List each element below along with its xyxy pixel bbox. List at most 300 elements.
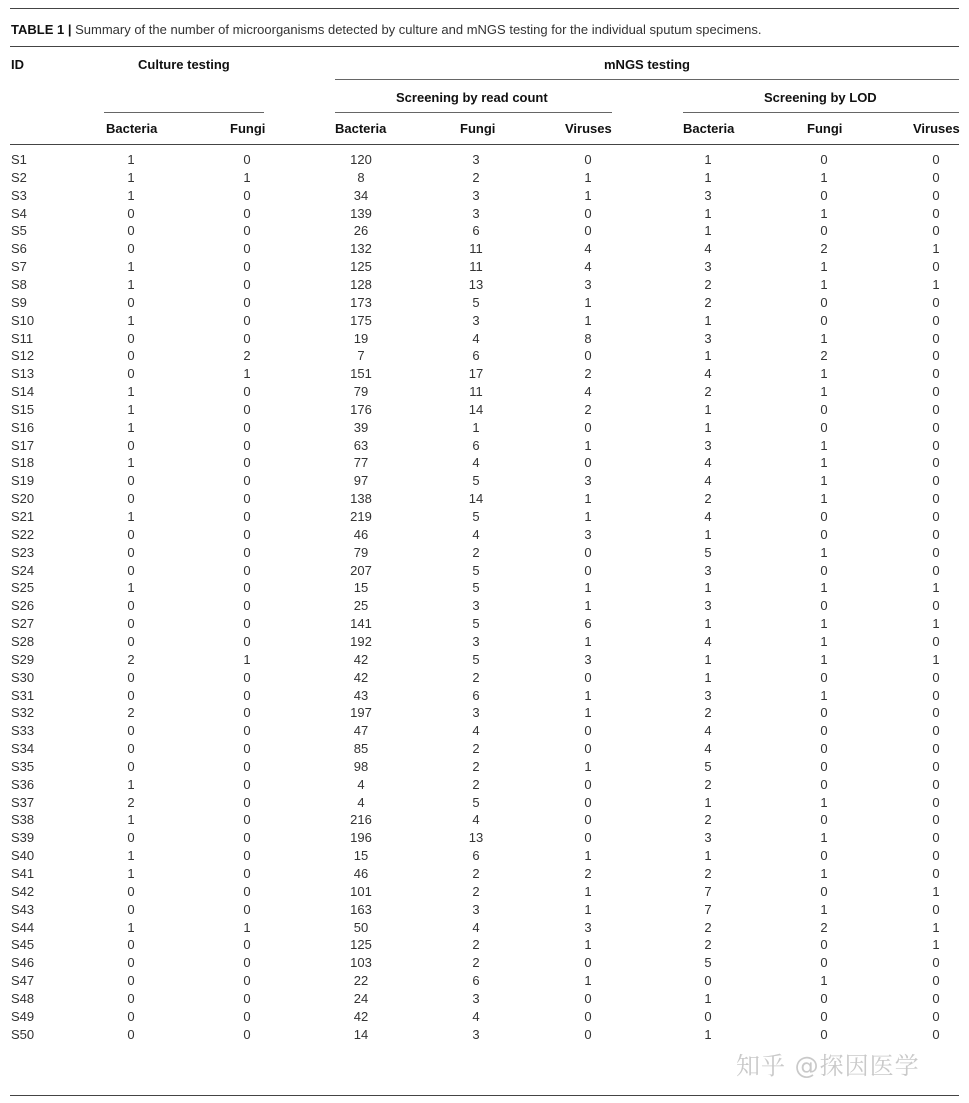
cell-lod-fungi: 0: [820, 758, 828, 774]
cell-readcount-bacteria: 197: [350, 705, 372, 721]
table-row: [0, 402, 969, 420]
cell-lod-bacteria: 3: [704, 598, 712, 614]
cell-lod-bacteria: 3: [704, 830, 712, 846]
table-row: [0, 527, 969, 545]
cell-lod-fungi: 1: [820, 830, 828, 846]
cell-readcount-fungi: 3: [472, 1026, 480, 1042]
cell-readcount-viruses: 0: [584, 723, 592, 739]
cell-lod-viruses: 1: [932, 276, 940, 292]
table-row: [0, 937, 969, 955]
cell-row-id: S15: [11, 401, 35, 417]
cell-readcount-viruses: 3: [584, 473, 592, 489]
cell-lod-bacteria: 0: [704, 973, 712, 989]
cell-lod-fungi: 0: [820, 812, 828, 828]
cell-row-id: S39: [11, 830, 35, 846]
cell-readcount-fungi: 3: [472, 312, 480, 328]
cell-culture-bacteria: 0: [127, 223, 135, 239]
cell-lod-viruses: 0: [932, 473, 940, 489]
cell-readcount-viruses: 0: [584, 223, 592, 239]
cell-readcount-viruses: 1: [584, 187, 592, 203]
cell-row-id: S17: [11, 437, 35, 453]
cell-lod-viruses: 0: [932, 1026, 940, 1042]
cell-lod-bacteria: 1: [704, 348, 712, 364]
table-row: [0, 295, 969, 313]
cell-lod-fungi: 0: [820, 955, 828, 971]
cell-culture-fungi: 0: [243, 937, 251, 953]
cell-culture-fungi: 0: [243, 598, 251, 614]
col-culture-bacteria: Bacteria: [106, 121, 158, 136]
cell-lod-bacteria: 1: [704, 526, 712, 542]
cell-lod-bacteria: 2: [704, 491, 712, 507]
cell-culture-bacteria: 2: [127, 705, 135, 721]
cell-readcount-bacteria: 85: [353, 741, 369, 757]
cell-culture-bacteria: 0: [127, 883, 135, 899]
cell-readcount-bacteria: 4: [357, 794, 365, 810]
table-row: [0, 688, 969, 706]
cell-lod-bacteria: 0: [704, 1008, 712, 1024]
cell-culture-bacteria: 0: [127, 633, 135, 649]
cell-readcount-fungi: 6: [472, 348, 480, 364]
cell-readcount-fungi: 3: [472, 990, 480, 1006]
cell-culture-fungi: 0: [243, 705, 251, 721]
table-caption-label: TABLE 1 |: [11, 22, 72, 37]
table-row: [0, 991, 969, 1009]
cell-readcount-viruses: 1: [584, 598, 592, 614]
cell-lod-fungi: 1: [820, 330, 828, 346]
cell-culture-bacteria: 1: [127, 401, 135, 417]
cell-lod-bacteria: 4: [704, 455, 712, 471]
cell-readcount-viruses: 0: [584, 152, 592, 167]
cell-readcount-viruses: 2: [584, 866, 592, 881]
cell-lod-bacteria: 7: [704, 883, 712, 899]
cell-lod-fungi: 1: [820, 276, 828, 292]
cell-culture-bacteria: 1: [127, 866, 135, 881]
cell-lod-bacteria: 1: [704, 616, 712, 632]
cell-readcount-bacteria: 138: [350, 491, 372, 507]
cell-readcount-fungi: 3: [472, 187, 480, 203]
cell-readcount-viruses: 1: [584, 973, 592, 989]
cell-lod-bacteria: 5: [704, 955, 712, 971]
cell-culture-bacteria: 1: [127, 848, 135, 864]
cell-readcount-viruses: 1: [584, 437, 592, 453]
cell-lod-viruses: 0: [932, 223, 940, 239]
cell-readcount-fungi: 6: [472, 848, 480, 864]
cell-readcount-viruses: 1: [584, 848, 592, 864]
cell-row-id: S23: [11, 544, 35, 560]
cell-lod-fungi: 0: [820, 419, 828, 435]
cell-readcount-viruses: 1: [584, 883, 592, 899]
watermark: 知乎 @探因医学: [736, 1052, 920, 1080]
cell-culture-fungi: 0: [243, 973, 251, 989]
cell-culture-bacteria: 0: [127, 1008, 135, 1024]
cell-readcount-viruses: 0: [584, 419, 592, 435]
cell-readcount-fungi: 4: [472, 812, 480, 828]
cell-lod-fungi: 0: [820, 669, 828, 685]
cell-readcount-viruses: 1: [584, 705, 592, 721]
cell-readcount-bacteria: 46: [353, 866, 369, 881]
cell-culture-bacteria: 1: [127, 384, 135, 400]
cell-culture-fungi: 1: [243, 651, 251, 667]
cell-lod-viruses: 1: [932, 241, 940, 257]
cell-lod-viruses: 0: [932, 259, 940, 275]
cell-row-id: S24: [11, 562, 35, 578]
cell-culture-bacteria: 1: [127, 259, 135, 275]
cell-readcount-bacteria: 19: [353, 330, 369, 346]
cell-culture-fungi: 2: [243, 348, 251, 364]
cell-culture-fungi: 0: [243, 491, 251, 507]
cell-culture-bacteria: 0: [127, 437, 135, 453]
cell-readcount-fungi: 6: [472, 223, 480, 239]
cell-readcount-fungi: 3: [472, 152, 480, 167]
cell-lod-bacteria: 3: [704, 687, 712, 703]
cell-culture-fungi: 1: [243, 366, 251, 382]
table-row: [0, 152, 969, 170]
cell-readcount-bacteria: 42: [353, 1008, 369, 1024]
cell-row-id: S26: [11, 598, 35, 614]
cell-culture-fungi: 0: [243, 1008, 251, 1024]
cell-lod-fungi: 1: [820, 687, 828, 703]
cell-lod-bacteria: 1: [704, 401, 712, 417]
cell-culture-bacteria: 0: [127, 544, 135, 560]
cell-lod-bacteria: 2: [704, 776, 712, 792]
cell-row-id: S19: [11, 473, 35, 489]
cell-culture-fungi: 0: [243, 955, 251, 971]
cell-lod-viruses: 0: [932, 866, 940, 881]
cell-lod-viruses: 0: [932, 687, 940, 703]
table-row: [0, 170, 969, 188]
cell-lod-fungi: 0: [820, 598, 828, 614]
cell-lod-fungi: 0: [820, 509, 828, 524]
cell-lod-viruses: 0: [932, 633, 940, 649]
table-row: [0, 438, 969, 456]
cell-culture-bacteria: 0: [127, 937, 135, 953]
cell-lod-fungi: 0: [820, 937, 828, 953]
cell-readcount-viruses: 1: [584, 758, 592, 774]
cell-lod-bacteria: 1: [704, 1026, 712, 1042]
cell-readcount-fungi: 5: [472, 616, 480, 632]
cell-culture-fungi: 0: [243, 794, 251, 810]
cell-row-id: S36: [11, 776, 35, 792]
cell-culture-bacteria: 1: [127, 580, 135, 596]
cell-readcount-bacteria: 98: [353, 758, 369, 774]
cell-readcount-fungi: 4: [472, 1008, 480, 1024]
cell-readcount-viruses: 1: [584, 901, 592, 917]
cell-readcount-fungi: 4: [472, 526, 480, 542]
cell-readcount-viruses: 2: [584, 401, 592, 417]
cell-culture-fungi: 0: [243, 848, 251, 864]
cell-readcount-bacteria: 219: [350, 509, 372, 524]
table-row: [0, 473, 969, 491]
cell-lod-fungi: 0: [820, 562, 828, 578]
cell-row-id: S35: [11, 758, 35, 774]
cell-readcount-viruses: 4: [584, 384, 592, 400]
cell-readcount-bacteria: 43: [353, 687, 369, 703]
cell-culture-bacteria: 1: [127, 276, 135, 292]
cell-readcount-bacteria: 79: [353, 544, 369, 560]
cell-lod-fungi: 0: [820, 1008, 828, 1024]
cell-lod-fungi: 0: [820, 187, 828, 203]
cell-lod-bacteria: 1: [704, 152, 712, 167]
cell-lod-viruses: 0: [932, 419, 940, 435]
table-row: [0, 545, 969, 563]
cell-row-id: S4: [11, 205, 27, 221]
cell-lod-bacteria: 1: [704, 651, 712, 667]
cell-culture-bacteria: 0: [127, 598, 135, 614]
cell-row-id: S44: [11, 919, 35, 935]
header-id: ID: [11, 57, 24, 72]
cell-lod-fungi: 0: [820, 526, 828, 542]
cell-lod-bacteria: 4: [704, 241, 712, 257]
cell-lod-bacteria: 3: [704, 437, 712, 453]
cell-culture-bacteria: 0: [127, 366, 135, 382]
cell-readcount-fungi: 3: [472, 598, 480, 614]
caption-rule: [10, 46, 959, 47]
cell-lod-viruses: 0: [932, 758, 940, 774]
cell-readcount-bacteria: 151: [350, 366, 372, 382]
header-screening-lod: Screening by LOD: [764, 90, 877, 105]
cell-lod-bacteria: 4: [704, 473, 712, 489]
cell-culture-bacteria: 1: [127, 812, 135, 828]
cell-lod-fungi: 0: [820, 705, 828, 721]
table-row: [0, 313, 969, 331]
cell-readcount-fungi: 11: [469, 259, 483, 275]
cell-readcount-fungi: 13: [468, 276, 484, 292]
cell-readcount-viruses: 0: [584, 812, 592, 828]
cell-lod-viruses: 0: [932, 330, 940, 346]
cell-culture-bacteria: 0: [127, 491, 135, 507]
cell-lod-viruses: 0: [932, 830, 940, 846]
cell-readcount-viruses: 8: [584, 330, 592, 346]
cell-readcount-bacteria: 163: [350, 901, 372, 917]
cell-readcount-fungi: 6: [472, 687, 480, 703]
cell-readcount-viruses: 3: [584, 651, 592, 667]
cell-readcount-fungi: 4: [472, 919, 480, 935]
cell-readcount-bacteria: 207: [350, 562, 372, 578]
cell-lod-fungi: 0: [820, 294, 828, 310]
cell-readcount-fungi: 4: [472, 723, 480, 739]
cell-readcount-bacteria: 25: [353, 598, 369, 614]
cell-lod-viruses: 0: [932, 723, 940, 739]
cell-readcount-fungi: 5: [472, 562, 480, 578]
cell-row-id: S28: [11, 633, 35, 649]
cell-row-id: S25: [11, 580, 35, 596]
cell-readcount-viruses: 1: [584, 294, 592, 310]
cell-lod-viruses: 0: [932, 544, 940, 560]
cell-readcount-viruses: 0: [584, 1008, 592, 1024]
cell-culture-fungi: 0: [243, 455, 251, 471]
table-row: [0, 1027, 969, 1045]
cell-lod-bacteria: 2: [704, 812, 712, 828]
cell-readcount-bacteria: 139: [350, 205, 372, 221]
table-row: [0, 384, 969, 402]
cell-readcount-viruses: 0: [584, 455, 592, 471]
cell-row-id: S10: [11, 312, 35, 328]
cell-culture-fungi: 0: [243, 384, 251, 400]
cell-lod-fungi: 1: [820, 651, 828, 667]
cell-row-id: S38: [11, 812, 35, 828]
cell-readcount-bacteria: 42: [353, 669, 369, 685]
cell-lod-viruses: 0: [932, 990, 940, 1006]
header-mngs-testing: mNGS testing: [604, 57, 690, 72]
cell-culture-bacteria: 1: [127, 776, 135, 792]
read-count-group-line: [335, 112, 612, 113]
header-culture-testing: Culture testing: [138, 57, 230, 72]
cell-lod-fungi: 1: [820, 455, 828, 471]
table-row: [0, 812, 969, 830]
cell-row-id: S2: [11, 169, 27, 185]
cell-readcount-fungi: 2: [472, 883, 480, 899]
cell-readcount-fungi: 2: [472, 866, 480, 881]
cell-lod-fungi: 0: [820, 776, 828, 792]
cell-culture-fungi: 0: [243, 776, 251, 792]
cell-lod-fungi: 1: [820, 169, 828, 185]
cell-readcount-fungi: 5: [472, 509, 480, 524]
cell-culture-bacteria: 0: [127, 955, 135, 971]
cell-readcount-fungi: 4: [472, 455, 480, 471]
col-lod-bacteria: Bacteria: [683, 121, 735, 136]
header-screening-read-count: Screening by read count: [396, 90, 548, 105]
cell-culture-bacteria: 1: [127, 187, 135, 203]
cell-row-id: S50: [11, 1026, 35, 1042]
header-rule: [10, 144, 959, 145]
cell-culture-fungi: 0: [243, 437, 251, 453]
cell-readcount-fungi: 2: [472, 955, 480, 971]
cell-culture-fungi: 0: [243, 758, 251, 774]
cell-lod-fungi: 1: [820, 901, 828, 917]
cell-readcount-bacteria: 192: [350, 633, 372, 649]
cell-readcount-fungi: 13: [468, 830, 484, 846]
cell-lod-fungi: 1: [820, 633, 828, 649]
cell-readcount-bacteria: 7: [357, 348, 365, 364]
cell-lod-fungi: 1: [820, 616, 828, 632]
cell-lod-bacteria: 4: [704, 723, 712, 739]
cell-lod-viruses: 0: [932, 1008, 940, 1024]
cell-culture-fungi: 0: [243, 562, 251, 578]
cell-readcount-bacteria: 97: [353, 473, 369, 489]
cell-lod-viruses: 1: [932, 883, 940, 899]
cell-culture-bacteria: 0: [127, 830, 135, 846]
cell-readcount-bacteria: 15: [353, 848, 369, 864]
cell-row-id: S49: [11, 1008, 35, 1024]
cell-culture-bacteria: 0: [127, 473, 135, 489]
cell-readcount-fungi: 5: [472, 651, 480, 667]
cell-readcount-viruses: 0: [584, 348, 592, 364]
cell-lod-viruses: 1: [932, 651, 940, 667]
cell-culture-fungi: 0: [243, 990, 251, 1006]
cell-lod-fungi: 0: [820, 990, 828, 1006]
cell-culture-bacteria: 0: [127, 758, 135, 774]
cell-lod-viruses: 0: [932, 812, 940, 828]
cell-culture-bacteria: 1: [127, 419, 135, 435]
cell-culture-fungi: 0: [243, 866, 251, 881]
cell-row-id: S34: [11, 741, 35, 757]
cell-lod-viruses: 0: [932, 509, 940, 524]
cell-culture-bacteria: 0: [127, 348, 135, 364]
table-row: [0, 616, 969, 634]
cell-lod-viruses: 0: [932, 294, 940, 310]
table-row: [0, 955, 969, 973]
cell-culture-bacteria: 1: [127, 169, 135, 185]
cell-readcount-bacteria: 120: [350, 152, 372, 167]
cell-culture-fungi: 0: [243, 259, 251, 275]
cell-lod-fungi: 1: [820, 259, 828, 275]
cell-readcount-viruses: 0: [584, 1026, 592, 1042]
cell-culture-fungi: 0: [243, 419, 251, 435]
cell-readcount-fungi: 2: [472, 937, 480, 953]
cell-readcount-viruses: 3: [584, 276, 592, 292]
cell-lod-viruses: 0: [932, 491, 940, 507]
cell-lod-fungi: 1: [820, 437, 828, 453]
cell-lod-bacteria: 1: [704, 312, 712, 328]
cell-lod-bacteria: 2: [704, 384, 712, 400]
cell-lod-bacteria: 4: [704, 366, 712, 382]
cell-lod-bacteria: 4: [704, 509, 712, 524]
cell-readcount-fungi: 2: [472, 758, 480, 774]
table-row: [0, 830, 969, 848]
cell-lod-viruses: 0: [932, 848, 940, 864]
cell-row-id: S41: [11, 866, 35, 881]
cell-culture-bacteria: 0: [127, 741, 135, 757]
cell-readcount-fungi: 14: [468, 491, 484, 507]
cell-readcount-fungi: 2: [472, 169, 480, 185]
cell-culture-bacteria: 1: [127, 312, 135, 328]
cell-row-id: S1: [11, 152, 27, 167]
cell-culture-fungi: 0: [243, 473, 251, 489]
cell-culture-fungi: 0: [243, 687, 251, 703]
cell-lod-fungi: 0: [820, 152, 828, 167]
cell-lod-viruses: 0: [932, 973, 940, 989]
cell-readcount-viruses: 1: [584, 169, 592, 185]
col-lod-viruses: Viruses: [913, 121, 960, 136]
cell-lod-fungi: 0: [820, 741, 828, 757]
table-row: [0, 652, 969, 670]
mngs-group-line: [335, 79, 959, 80]
cell-culture-fungi: 0: [243, 830, 251, 846]
cell-readcount-viruses: 0: [584, 794, 592, 810]
cell-culture-fungi: 1: [243, 169, 251, 185]
cell-row-id: S6: [11, 241, 27, 257]
cell-readcount-viruses: 0: [584, 776, 592, 792]
table-row: [0, 848, 969, 866]
cell-readcount-bacteria: 39: [353, 419, 369, 435]
table-caption: [11, 22, 762, 37]
cell-readcount-viruses: 1: [584, 633, 592, 649]
table-row: [0, 563, 969, 581]
cell-lod-viruses: 0: [932, 348, 940, 364]
cell-culture-fungi: 0: [243, 741, 251, 757]
cell-culture-bacteria: 2: [127, 651, 135, 667]
cell-row-id: S9: [11, 294, 27, 310]
cell-readcount-fungi: 2: [472, 669, 480, 685]
cell-readcount-fungi: 6: [472, 437, 480, 453]
cell-row-id: S29: [11, 651, 35, 667]
cell-lod-fungi: 1: [820, 205, 828, 221]
table-row: [0, 259, 969, 277]
cell-lod-bacteria: 3: [704, 187, 712, 203]
cell-readcount-bacteria: 4: [357, 776, 365, 792]
cell-culture-fungi: 0: [243, 883, 251, 899]
cell-lod-bacteria: 2: [704, 276, 712, 292]
cell-readcount-viruses: 0: [584, 830, 592, 846]
cell-lod-fungi: 1: [820, 544, 828, 560]
cell-row-id: S12: [11, 348, 35, 364]
cell-readcount-viruses: 1: [584, 687, 592, 703]
cell-row-id: S22: [11, 526, 35, 542]
cell-lod-fungi: 1: [820, 384, 828, 400]
cell-readcount-viruses: 0: [584, 741, 592, 757]
cell-row-id: S31: [11, 687, 35, 703]
cell-lod-fungi: 2: [820, 348, 828, 364]
